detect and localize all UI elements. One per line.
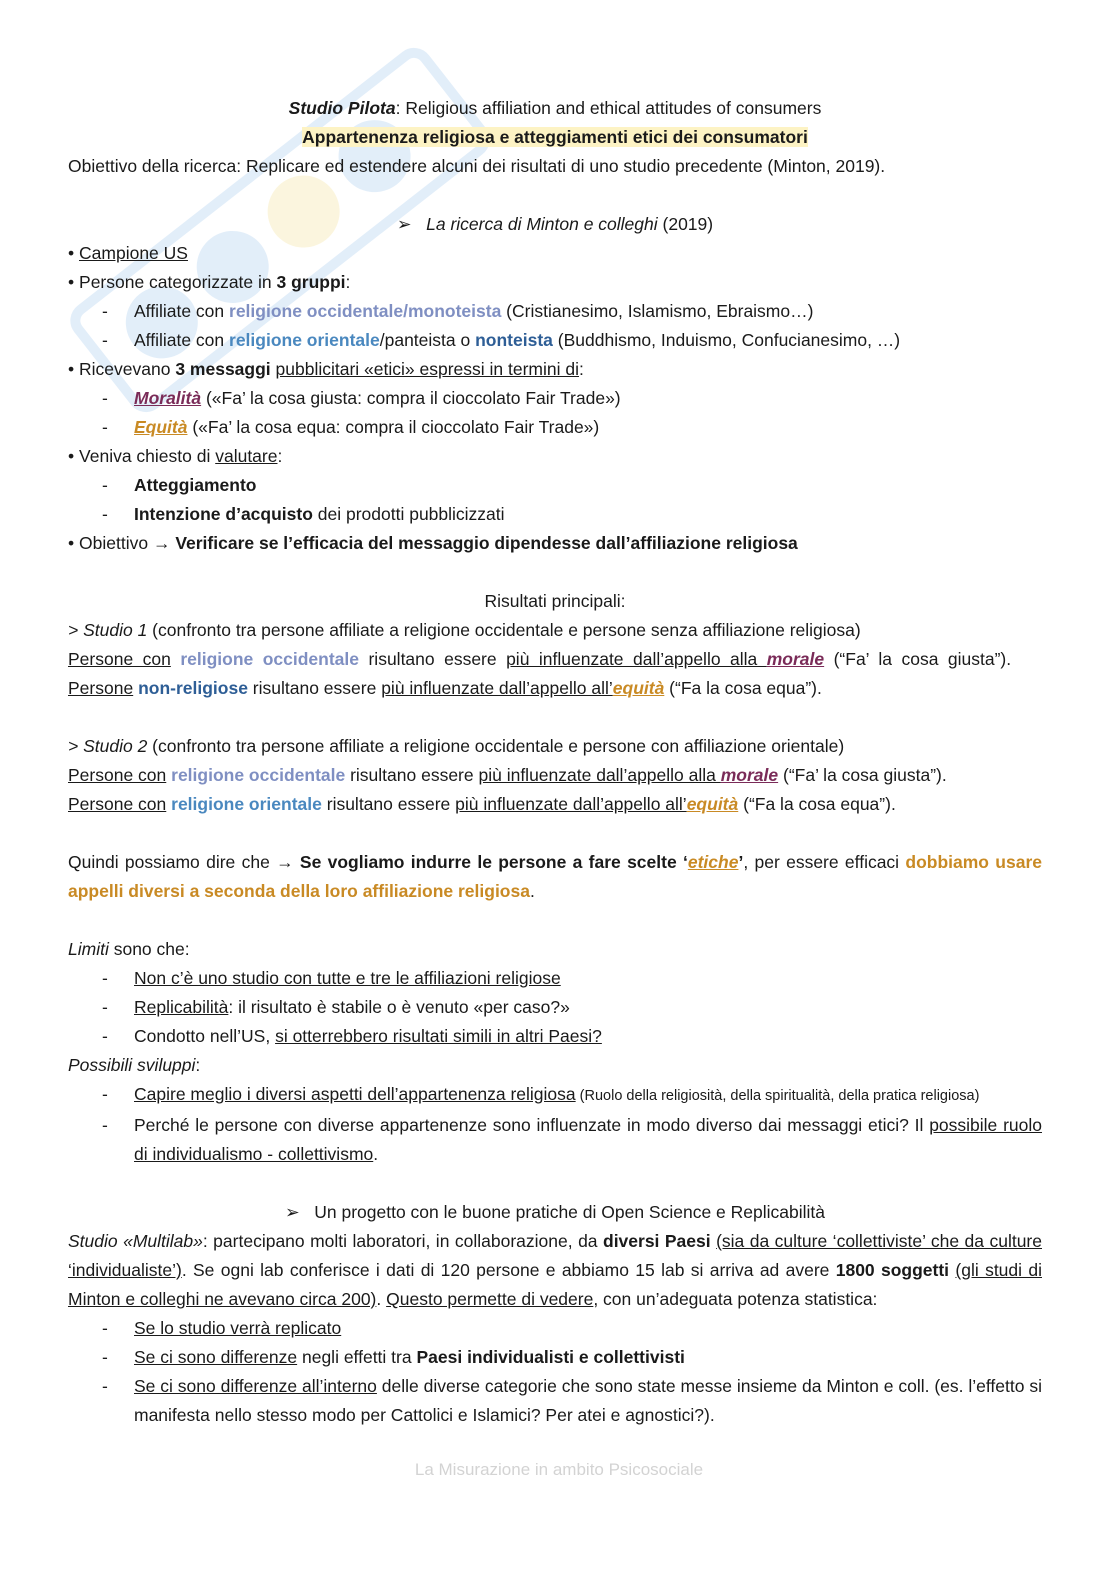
bullet-icon: • — [68, 446, 75, 466]
bullet-messages: • Ricevevano 3 messaggi pubblicitari «etici» espressi in termini di: — [68, 359, 584, 379]
bullet-evaluate: • Veniva chiesto di valutare: — [68, 446, 283, 466]
project-item: - Se lo studio verrà replicato — [68, 1314, 1042, 1343]
study1-heading: > Studio 1 (confronto tra persone affiliate a religione occidentale e persone senza affiliazione religiosa) — [68, 620, 861, 640]
study1-result-western: Persone con religione occidentale risultano essere più influenzate dall’appello alla morale (“Fa’ la cosa giusta”). — [68, 649, 1012, 669]
limit-item: - Non c’è uno studio con tutte e tre le affiliazioni religiose — [68, 964, 1042, 993]
project-heading: ➢ Un progetto con le buone pratiche di Open Science e Replicabilità — [284, 1202, 825, 1222]
evaluate-attitude: - Atteggiamento — [68, 471, 1042, 500]
bullet-icon: • — [68, 272, 75, 292]
group-western: - Affiliate con religione occidentale/monoteista (Cristianesimo, Islamismo, Ebraismo…) — [68, 297, 1042, 326]
project-item: - Se ci sono differenze all’interno delle diverse categorie che sono state messe insieme da Minton e coll. (es. l’effetto si manifesta nello stesso modo per Cattolici e Islamici? Per atei e agnostici?). — [68, 1372, 1042, 1430]
project-item: - Se ci sono differenze negli effetti tra Paesi individualisti e collettivisti — [68, 1343, 1042, 1372]
development-item: - Capire meglio i diversi aspetti dell’appartenenza religiosa (Ruolo della religiosità, della spiritualità, della pratica religiosa) — [68, 1080, 1042, 1111]
bullet-goal: • Obiettivo → Verificare se l’efficacia del messaggio dipendesse dall’affiliazione religiosa — [68, 533, 798, 553]
minton-heading: ➢ La ricerca di Minton e colleghi (2019) — [396, 214, 714, 234]
bullet-icon: • — [68, 243, 75, 263]
results-heading: Risultati principali: — [484, 591, 626, 611]
development-item: - Perché le persone con diverse appartenenze sono influenzate in modo diverso dai messaggi etici? Il possibile ruolo di individualismo - collettivismo. — [68, 1111, 1042, 1169]
multilab-paragraph: Studio «Multilab»: partecipano molti laboratori, in collaborazione, da diversi Paesi (sia da culture ‘collettiviste’ che da culture ‘individualiste’). Se ogni lab conferisce i dati di 120 persone e abbiamo 15 lab si arriva ad avere 1800 soggetti (gli studi di Minton e colleghi ne avevano circa 200). Questo permette di vedere, con un’adeguata potenza statistica: — [68, 1231, 1042, 1309]
bullet-icon: • — [68, 533, 75, 553]
evaluate-intention: - Intenzione d’acquisto dei prodotti pubblicizzati — [68, 500, 1042, 529]
document-subtitle: Appartenenza religiosa e atteggiamenti etici dei consumatori — [302, 127, 808, 147]
page-footer: La Misurazione in ambito Psicosociale — [414, 1460, 704, 1479]
conclusion-paragraph: Quindi possiamo dire che → Se vogliamo indurre le persone a fare scelte ‘etiche’, per essere efficaci dobbiamo usare appelli diversi a seconda della loro affiliazione religiosa. — [68, 852, 1042, 901]
developments-heading: Possibili sviluppi: — [68, 1055, 201, 1075]
limit-item: - Condotto nell’US, si otterrebbero risultati simili in altri Paesi? — [68, 1022, 1042, 1051]
document-page — [68, 94, 1042, 1430]
message-morality: - Moralità («Fa’ la cosa giusta: compra il cioccolato Fair Trade») — [68, 384, 1042, 413]
limit-item: - Replicabilità: il risultato è stabile o è venuto «per caso?» — [68, 993, 1042, 1022]
arrow-icon: ➢ — [396, 214, 412, 234]
message-equity: - Equità («Fa’ la cosa equa: compra il cioccolato Fair Trade») — [68, 413, 1042, 442]
arrow-icon: ➢ — [284, 1202, 300, 1222]
bullet-groups: • Persone categorizzate in 3 gruppi: — [68, 272, 351, 292]
bullet-icon: • — [68, 359, 75, 379]
document-title: Studio Pilota: Religious affiliation and ethical attitudes of consumers — [288, 98, 822, 118]
study2-heading: > Studio 2 (confronto tra persone affiliate a religione occidentale e persone con affiliazione orientale) — [68, 736, 845, 756]
study2-result-eastern: Persone con religione orientale risultano essere più influenzate dall’appello all’equità (“Fa la cosa equa”). — [68, 794, 896, 814]
group-eastern: - Affiliate con religione orientale/panteista o nonteista (Buddhismo, Induismo, Confucianesimo, …) — [68, 326, 1042, 355]
study2-result-western: Persone con religione occidentale risultano essere più influenzate dall’appello alla morale (“Fa’ la cosa giusta”). — [68, 765, 947, 785]
bullet-sample: • Campione US — [68, 243, 188, 263]
study1-result-nonreligious: Persone non-religiose risultano essere più influenzate dall’appello all’equità (“Fa la cosa equa”). — [68, 678, 822, 698]
limits-heading: Limiti sono che: — [68, 939, 190, 959]
research-objective: Obiettivo della ricerca: Replicare ed estendere alcuni dei risultati di uno studio precedente (Minton, 2019). — [68, 156, 886, 176]
